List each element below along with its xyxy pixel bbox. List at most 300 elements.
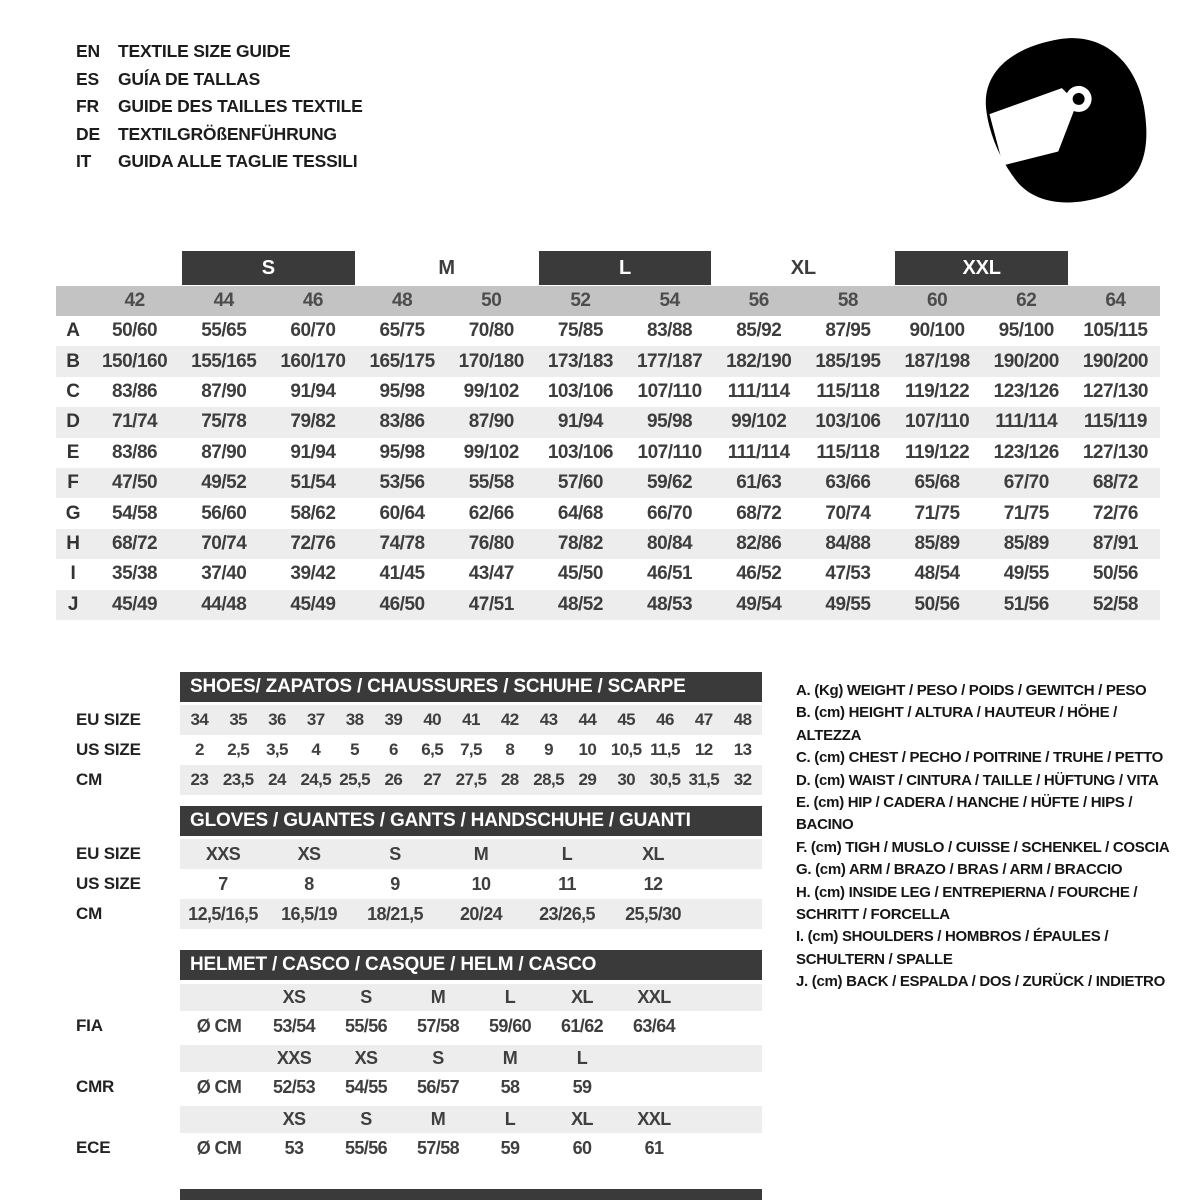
table-cell: 111/114: [727, 380, 790, 402]
table-cell: 57/58: [416, 1015, 460, 1036]
table-cell: 70/74: [825, 502, 871, 524]
table-cell: 123/126: [993, 380, 1059, 402]
table-cell: 115/118: [816, 380, 880, 402]
table-cell: 35/38: [112, 563, 158, 585]
table-cell: 46/50: [379, 593, 425, 615]
table-cell: 11,5: [650, 740, 680, 759]
table-cell: 190/200: [993, 350, 1059, 372]
language-code: ES: [76, 68, 99, 89]
table-cell: 48/53: [647, 593, 693, 615]
table-cell: 68/72: [112, 532, 158, 554]
table-cell: 60/64: [379, 502, 425, 524]
table-cell: 185/195: [815, 350, 881, 372]
table-row: [76, 765, 770, 795]
table-cell: 27,5: [455, 770, 487, 789]
table-cell: 62/66: [468, 502, 514, 524]
table-cell: 59: [572, 1076, 592, 1097]
table-cell: 53/54: [272, 1015, 316, 1036]
table-cell: 127/130: [1082, 441, 1148, 463]
table-cell: 10: [578, 740, 597, 759]
table-row: [56, 590, 1160, 620]
table-cell: 24: [268, 770, 286, 789]
language-code: EN: [76, 41, 100, 61]
table-cell: 29: [578, 770, 597, 789]
row-label: CM: [76, 904, 103, 923]
table-cell: 41/45: [379, 563, 425, 585]
language-row: [76, 148, 363, 176]
table-cell: 103/106: [815, 411, 881, 433]
helmet-title: HELMET / CASCO / CASQUE / HELM / CASCO: [180, 950, 762, 980]
table-cell: M: [473, 843, 489, 864]
table-row: [56, 407, 1160, 437]
table-cell: 80/84: [647, 532, 693, 554]
table-cell: 38: [345, 710, 364, 729]
table-cell: 48/54: [914, 563, 960, 585]
table-cell: 32: [733, 770, 752, 789]
table-cell: XXS: [205, 843, 241, 864]
table-cell: 56/57: [416, 1076, 460, 1097]
size-group-m: M: [438, 256, 455, 279]
table-cell: 13: [733, 740, 752, 759]
table-cell: 31,5: [688, 770, 720, 789]
table-row: [76, 1011, 770, 1041]
table-row: [56, 438, 1160, 468]
table-row: [76, 1106, 770, 1133]
language-label: GUIDA ALLE TAGLIE TESSILI: [118, 151, 358, 171]
table-cell: 99/102: [731, 411, 787, 433]
row-label: EU SIZE: [76, 710, 141, 729]
table-cell: 103/106: [547, 441, 613, 463]
table-cell: 49/55: [825, 593, 871, 615]
language-row: [76, 93, 363, 121]
main-size-table: [56, 250, 1160, 620]
table-cell: 53/56: [379, 472, 425, 494]
size-col-header: 50: [481, 290, 502, 311]
table-cell: 72/76: [1092, 502, 1138, 524]
table-cell: 36: [268, 710, 286, 729]
table-cell: 173/183: [547, 350, 613, 372]
legend-item: I. (cm) SHOULDERS / HOMBROS / ÉPAULES / SCHULTERN / SPALLE: [796, 928, 1109, 968]
row-label: EU SIZE: [76, 844, 141, 863]
table-cell: 115/119: [1083, 411, 1147, 433]
size-col-header: 54: [659, 290, 680, 311]
row-cells: [180, 1072, 762, 1102]
table-cell: 165/175: [369, 350, 435, 372]
table-cell: 56/60: [201, 502, 247, 524]
table-row: [76, 735, 770, 765]
table-cell: 95/98: [379, 441, 425, 463]
size-col-header: 62: [1016, 290, 1037, 311]
table-cell: 70/74: [201, 532, 247, 554]
table-cell: 70/80: [468, 320, 514, 342]
row-cells: [180, 765, 762, 795]
table-cell: 190/200: [1082, 350, 1148, 372]
table-cell: 58: [500, 1076, 520, 1097]
table-row: [76, 839, 770, 869]
table-cell: 160/170: [280, 350, 346, 372]
table-cell: 2,5: [227, 740, 250, 759]
size-col-header: 58: [837, 290, 858, 311]
language-code: DE: [76, 123, 100, 144]
table-cell: 25,5/30: [625, 903, 681, 924]
table-cell: 18/21,5: [367, 903, 423, 924]
table-cell: 48: [733, 710, 752, 729]
language-row: [76, 38, 363, 66]
size-col-header: 46: [302, 290, 323, 311]
table-cell: 27: [423, 770, 442, 789]
table-cell: 41: [462, 710, 480, 729]
table-cell: 95/100: [998, 320, 1054, 342]
table-row: [76, 984, 770, 1011]
table-cell: 61/63: [736, 472, 782, 494]
table-cell: 103/106: [547, 380, 613, 402]
table-cell: 78/82: [557, 532, 603, 554]
row-label: B: [66, 350, 80, 372]
table-cell: L: [561, 843, 573, 864]
row-label: US SIZE: [76, 874, 141, 893]
table-cell: 63/66: [825, 472, 871, 494]
table-cell: 115/118: [816, 441, 880, 463]
row-cells: [180, 1133, 762, 1163]
row-cells: [180, 705, 762, 735]
table-row: [76, 705, 770, 735]
table-cell: 7,5: [460, 740, 482, 759]
language-code: IT: [76, 151, 92, 171]
row-label: CM: [76, 770, 103, 789]
table-cell: 47/50: [112, 472, 158, 494]
row-label: H: [66, 532, 80, 554]
size-table-rows: [56, 316, 1160, 620]
table-cell: 85/89: [914, 532, 960, 554]
table-cell: 95/98: [647, 411, 693, 433]
table-cell: 64/68: [557, 502, 603, 524]
size-header-cell: XXS: [276, 1048, 312, 1068]
racing-helmet-icon: [980, 33, 1148, 205]
table-cell: 60/70: [290, 320, 336, 342]
table-cell: 8: [304, 873, 314, 894]
size-header-cell: L: [504, 1109, 516, 1129]
table-cell: 75/78: [201, 411, 247, 433]
row-label: US SIZE: [76, 740, 141, 759]
table-cell: 87/90: [201, 441, 247, 463]
table-cell: 12: [694, 740, 713, 759]
table-cell: 4: [311, 740, 321, 759]
table-cell: 65/68: [914, 472, 960, 494]
table-cell: 23,5: [222, 770, 254, 789]
size-col-header: 60: [927, 290, 948, 311]
table-row: [76, 1133, 770, 1163]
table-cell: 28,5: [533, 770, 564, 789]
table-cell: 99/102: [463, 441, 519, 463]
table-cell: 50/60: [112, 320, 158, 342]
table-cell: 63/64: [632, 1015, 676, 1036]
row-label: CMR: [76, 1077, 115, 1096]
table-cell: XS: [297, 843, 321, 864]
table-cell: 55/56: [344, 1137, 388, 1158]
table-cell: 91/94: [290, 441, 336, 463]
table-cell: 82/86: [736, 532, 782, 554]
table-row: [56, 468, 1160, 498]
table-cell: 10: [471, 873, 491, 894]
table-row: [76, 899, 770, 929]
table-cell: 45: [617, 710, 636, 729]
table-cell: 74/78: [379, 532, 425, 554]
table-cell: 26: [384, 770, 403, 789]
legend-item: F. (cm) TIGH / MUSLO / CUISSE / SCHENKEL / COSCIA: [796, 838, 1170, 856]
table-cell: 55/56: [344, 1015, 388, 1036]
table-cell: 119/122: [905, 380, 970, 402]
size-group-header: [56, 250, 1160, 286]
table-cell: 48/52: [557, 593, 603, 615]
legend: [796, 680, 1174, 994]
row-cells: [180, 735, 762, 765]
row-cells: [180, 1106, 762, 1133]
table-cell: 30,5: [649, 770, 681, 789]
table-cell: 83/86: [112, 380, 158, 402]
table-row: [56, 346, 1160, 376]
table-cell: 43/47: [468, 563, 514, 585]
unit-cell: Ø CM: [196, 1076, 242, 1097]
size-header-cell: L: [504, 987, 516, 1007]
language-row: [76, 66, 363, 94]
table-cell: 182/190: [726, 350, 792, 372]
table-cell: 61: [644, 1137, 664, 1158]
table-cell: 65/75: [379, 320, 425, 342]
row-cells: [180, 984, 762, 1011]
size-col-header: 48: [392, 290, 413, 311]
table-cell: 54/55: [344, 1076, 388, 1097]
table-cell: 71/75: [914, 502, 960, 524]
table-cell: 43: [539, 710, 558, 729]
table-cell: 111/114: [995, 411, 1058, 433]
table-cell: 107/110: [637, 441, 702, 463]
table-cell: 91/94: [557, 411, 603, 433]
table-cell: 50/56: [1092, 563, 1138, 585]
size-group-s: S: [182, 251, 354, 285]
language-code: FR: [76, 96, 99, 116]
table-cell: 9: [544, 740, 554, 759]
size-number-band: [56, 286, 1160, 316]
size-header-cell: XXL: [637, 987, 671, 1007]
table-cell: 30: [617, 770, 636, 789]
table-cell: 95/98: [379, 380, 425, 402]
table-cell: 155/165: [191, 350, 257, 372]
table-cell: 55/58: [468, 472, 514, 494]
table-cell: 20/24: [459, 903, 503, 924]
table-cell: XL: [642, 843, 664, 864]
table-cell: 3,5: [266, 740, 288, 759]
size-header-cell: S: [360, 1109, 372, 1129]
legend-item: H. (cm) INSIDE LEG / ENTREPIERNA / FOURCHE / SCHRITT / FORCELLA: [796, 883, 1138, 924]
legend-item: B. (cm) HEIGHT / ALTURA / HAUTEUR / HÖHE / ALTEZZA: [796, 704, 1118, 744]
size-group-xxl: XXL: [895, 251, 1067, 285]
table-cell: 51/56: [1003, 593, 1049, 615]
table-cell: 150/160: [101, 350, 168, 372]
table-cell: 49/52: [201, 472, 247, 494]
table-cell: 37: [306, 710, 325, 729]
table-cell: 91/94: [290, 380, 336, 402]
legend-item: E. (cm) HIP / CADERA / HANCHE / HÜFTE / HIPS / BACINO: [796, 794, 1133, 834]
legend-item: G. (cm) ARM / BRAZO / BRAS / ARM / BRACCIO: [796, 861, 1123, 879]
row-label: A: [66, 320, 80, 342]
table-cell: 37/40: [201, 563, 247, 585]
table-cell: 83/86: [112, 441, 158, 463]
table-cell: 177/187: [636, 350, 703, 372]
size-group-l: L: [539, 251, 711, 285]
table-row: [56, 498, 1160, 528]
helmet-section: [76, 950, 770, 1163]
table-cell: 52/53: [272, 1076, 316, 1097]
size-col-header: 44: [213, 290, 234, 311]
table-cell: 46/52: [736, 563, 782, 585]
unit-cell: Ø CM: [196, 1137, 242, 1158]
table-cell: 123/126: [993, 441, 1059, 463]
size-col-header: 52: [570, 290, 591, 311]
table-cell: 35: [229, 710, 248, 729]
helmet-table-rows: [76, 984, 770, 1163]
table-cell: 49/54: [736, 593, 782, 615]
table-cell: 28: [500, 770, 519, 789]
size-col-header: 42: [124, 290, 145, 311]
table-cell: 47: [694, 710, 713, 729]
language-label: GUÍA DE TALLAS: [118, 68, 261, 89]
table-cell: 5: [350, 740, 360, 759]
size-header-cell: XXL: [637, 1109, 671, 1129]
table-cell: 46: [656, 710, 674, 729]
table-cell: 67/70: [1003, 472, 1049, 494]
gloves-section: [76, 806, 770, 929]
table-cell: 79/82: [290, 411, 336, 433]
table-cell: 52/58: [1092, 593, 1138, 615]
cropped-section-bar: [180, 1189, 762, 1200]
row-label: ECE: [76, 1138, 111, 1157]
table-cell: 107/110: [905, 411, 970, 433]
gloves-rows: [76, 839, 770, 929]
table-cell: 127/130: [1082, 380, 1148, 402]
table-cell: 53: [284, 1137, 304, 1158]
table-row: [76, 1045, 770, 1072]
row-label: C: [66, 380, 80, 402]
table-cell: 66/70: [647, 502, 693, 524]
table-cell: 47/51: [468, 593, 514, 615]
size-header-cell: M: [430, 987, 446, 1007]
table-cell: 39/42: [290, 563, 336, 585]
language-label: TEXTILGRÖßENFÜHRUNG: [118, 123, 337, 144]
table-cell: 10,5: [610, 740, 642, 759]
size-header-cell: XS: [282, 987, 306, 1007]
table-cell: 71/74: [112, 411, 158, 433]
gloves-title: GLOVES / GUANTES / GANTS / HANDSCHUHE / GUANTI: [180, 806, 762, 836]
legend-item: A. (Kg) WEIGHT / PESO / POIDS / GEWITCH / PESO: [796, 682, 1147, 699]
legend-item: C. (cm) CHEST / PECHO / POITRINE / TRUHE / PETTO: [796, 749, 1164, 767]
size-header-cell: S: [360, 987, 372, 1007]
table-cell: 83/86: [379, 411, 425, 433]
size-col-header: 56: [748, 290, 769, 311]
table-cell: 105/115: [1083, 320, 1148, 342]
table-cell: 23/26,5: [539, 903, 595, 924]
table-cell: 44: [578, 710, 597, 729]
table-cell: 34: [190, 710, 209, 729]
table-cell: 46/51: [647, 563, 693, 585]
table-cell: 84/88: [825, 532, 871, 554]
table-cell: 87/91: [1092, 532, 1138, 554]
language-list: [76, 38, 363, 176]
table-cell: 57/58: [416, 1137, 460, 1158]
table-cell: 58/62: [290, 502, 336, 524]
row-label: G: [65, 502, 81, 524]
table-cell: 85/89: [1003, 532, 1049, 554]
table-cell: 55/65: [201, 320, 247, 342]
table-cell: 49/55: [1003, 563, 1049, 585]
table-cell: 2: [194, 740, 204, 759]
legend-item: J. (cm) BACK / ESPALDA / DOS / ZURÜCK / INDIETRO: [796, 973, 1165, 991]
size-header-cell: S: [432, 1048, 444, 1068]
table-cell: 107/110: [637, 380, 702, 402]
table-cell: 87/90: [201, 380, 247, 402]
row-label: J: [67, 593, 79, 615]
table-cell: 83/88: [647, 320, 693, 342]
table-cell: 59: [500, 1137, 520, 1158]
table-cell: 7: [218, 873, 228, 894]
language-row: [76, 121, 363, 149]
table-cell: 6,5: [421, 740, 444, 759]
table-cell: 45/49: [290, 593, 336, 615]
table-cell: 9: [390, 873, 400, 894]
table-cell: 87/95: [825, 320, 871, 342]
table-cell: 39: [384, 710, 403, 729]
table-cell: 51/54: [290, 472, 336, 494]
row-label: FIA: [76, 1016, 103, 1035]
table-cell: 54/58: [112, 502, 158, 524]
row-label: F: [67, 472, 79, 494]
shoes-rows: [76, 705, 770, 795]
language-label: TEXTILE SIZE GUIDE: [118, 41, 291, 61]
language-label: GUIDE DES TAILLES TEXTILE: [118, 96, 363, 116]
table-cell: 24,5: [300, 770, 332, 789]
table-cell: 50/56: [914, 593, 960, 615]
table-cell: 42: [500, 710, 519, 729]
table-row: [56, 559, 1160, 589]
table-cell: 76/80: [468, 532, 514, 554]
row-cells: [180, 1045, 762, 1072]
table-cell: 61/62: [560, 1015, 604, 1036]
row-cells: [180, 869, 762, 899]
table-cell: 119/122: [905, 441, 970, 463]
row-cells: [180, 899, 762, 929]
table-cell: S: [389, 843, 401, 864]
size-header-cell: XS: [282, 1109, 306, 1129]
table-cell: 68/72: [1092, 472, 1138, 494]
legend-item: D. (cm) WAIST / CINTURA / TAILLE / HÜFTUNG / VITA: [796, 771, 1159, 789]
table-cell: 59/60: [488, 1015, 532, 1036]
table-cell: 187/198: [904, 350, 970, 372]
size-header-cell: M: [502, 1048, 518, 1068]
table-cell: 45/49: [112, 593, 158, 615]
table-cell: 72/76: [290, 532, 336, 554]
table-cell: 71/75: [1003, 502, 1049, 524]
table-row: [76, 1072, 770, 1102]
unit-cell: Ø CM: [196, 1015, 242, 1036]
table-cell: 11: [558, 873, 576, 894]
table-cell: 75/85: [557, 320, 603, 342]
shoes-section: [76, 672, 770, 795]
table-row: [56, 377, 1160, 407]
table-cell: 40: [423, 710, 442, 729]
table-cell: 8: [505, 740, 515, 759]
table-cell: 23: [190, 770, 209, 789]
size-header-cell: L: [576, 1048, 588, 1068]
row-cells: [180, 839, 762, 869]
